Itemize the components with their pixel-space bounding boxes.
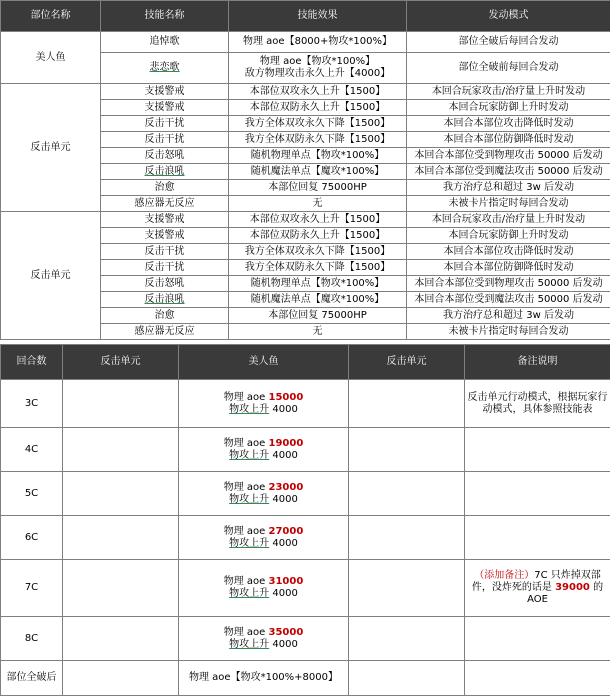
skill-effect: 随机物理单点【物攻*100%】 — [229, 276, 407, 292]
skill-trigger: 本回合玩家攻击/治疗量上升时发动 — [407, 212, 610, 228]
note-cell — [465, 661, 610, 696]
skill-trigger: 本回合本部位受到物理攻击 50000 后发动 — [407, 276, 610, 292]
aoe-line — [181, 438, 346, 450]
mermaid-cell — [179, 617, 349, 661]
skill-name-text: 支援警戒 — [145, 230, 185, 241]
skill-effect: 我方全体双防永久下降【1500】 — [229, 260, 407, 276]
round-cell: 7C — [1, 560, 63, 617]
counter-left-cell — [63, 661, 179, 696]
counter-left-cell — [63, 560, 179, 617]
note-cell — [465, 617, 610, 661]
buff-value: 4000 — [269, 404, 298, 415]
aoe-value: 27000 — [268, 526, 303, 537]
counter-right-cell — [349, 516, 465, 560]
skill-trigger: 本回合本部位防御降低时发动 — [407, 260, 610, 276]
note-cell — [465, 472, 610, 516]
skill-name — [101, 132, 229, 148]
skill-name — [101, 276, 229, 292]
counter-right-cell — [349, 472, 465, 516]
mermaid-cell: 物理 aoe【物攻*100%+8000】 — [179, 661, 349, 696]
table-row — [1, 84, 610, 100]
skill-effect: 无 — [229, 324, 407, 340]
buff-value: 4000 — [269, 588, 298, 599]
skill-effect: 本部位回复 75000HP — [229, 180, 407, 196]
skill-name-text: 反击干扰 — [145, 246, 185, 257]
buff-line — [181, 538, 346, 550]
skill-name-text: 支援警戒 — [145, 214, 185, 225]
skill-effect: 无 — [229, 196, 407, 212]
round-cell: 4C — [1, 428, 63, 472]
counter-left-cell — [63, 516, 179, 560]
table-row — [1, 617, 610, 661]
buff-value: 4000 — [269, 494, 298, 505]
aoe-value: 19000 — [268, 438, 303, 449]
note-cell — [465, 516, 610, 560]
skill-effect: 随机物理单点【物攻*100%】 — [229, 148, 407, 164]
skill-name — [101, 164, 229, 180]
skill-trigger: 本回合本部位受到魔法攻击 50000 后发动 — [407, 292, 610, 308]
header-round: 回合数 — [1, 345, 63, 380]
skill-effect: 我方全体双防永久下降【1500】 — [229, 132, 407, 148]
skill-trigger: 部位全破后每回合发动 — [407, 32, 610, 53]
aoe-line — [181, 482, 346, 494]
table-row — [1, 32, 610, 53]
skill-name — [101, 53, 229, 84]
counter-right-cell — [349, 560, 465, 617]
skill-effect: 本部位双防永久上升【1500】 — [229, 228, 407, 244]
skill-name — [101, 180, 229, 196]
header-skill-name: 技能名称 — [101, 1, 229, 32]
note-cell — [465, 380, 610, 428]
skill-name — [101, 308, 229, 324]
skill-name — [101, 228, 229, 244]
buff-value: 4000 — [269, 538, 298, 549]
table-row — [1, 212, 610, 228]
skill-name-text: 反击怒吼 — [145, 278, 185, 289]
counter-left-cell — [63, 617, 179, 661]
skill-effect: 本部位双攻永久上升【1500】 — [229, 84, 407, 100]
aoe-prefix: 物理 aoe — [224, 526, 269, 537]
skill-name — [101, 116, 229, 132]
buff-line — [181, 639, 346, 651]
mermaid-cell — [179, 516, 349, 560]
skill-name-text: 支援警戒 — [145, 102, 185, 113]
skill-name-text: 反击怒吼 — [145, 150, 185, 161]
skill-effect: 随机魔法单点【魔攻*100%】 — [229, 292, 407, 308]
skill-effect: 我方全体双攻永久下降【1500】 — [229, 116, 407, 132]
skill-trigger: 本回合本部位攻击降低时发动 — [407, 244, 610, 260]
buff-line — [181, 588, 346, 600]
buff-line — [181, 450, 346, 462]
skill-trigger: 本回合本部位受到物理攻击 50000 后发动 — [407, 148, 610, 164]
skill-table — [0, 0, 610, 340]
note-value: 39000 — [555, 582, 590, 593]
aoe-line — [181, 526, 346, 538]
round-cell: 3C — [1, 380, 63, 428]
skill-table-header — [1, 1, 610, 32]
round-cell: 5C — [1, 472, 63, 516]
skill-name-text: 治愈 — [155, 310, 175, 321]
mermaid-cell — [179, 380, 349, 428]
aoe-value: 23000 — [268, 482, 303, 493]
mermaid-cell — [179, 428, 349, 472]
skill-trigger: 本回合本部位防御降低时发动 — [407, 132, 610, 148]
header-counter-right: 反击单元 — [349, 345, 465, 380]
note-text: 反击单元行动模式，根据玩家行动模式，具体参照技能表 — [468, 392, 608, 415]
skill-trigger: 我方治疗总和超过 3w 后发动 — [407, 308, 610, 324]
skill-trigger: 本回合玩家防御上升时发动 — [407, 228, 610, 244]
round-cell: 8C — [1, 617, 63, 661]
mermaid-cell — [179, 560, 349, 617]
skill-effect: 本部位回复 75000HP — [229, 308, 407, 324]
header-notes: 备注说明 — [465, 345, 610, 380]
header-counter-left: 反击单元 — [63, 345, 179, 380]
header-mermaid: 美人鱼 — [179, 345, 349, 380]
counter-right-cell — [349, 380, 465, 428]
counter-left-cell — [63, 428, 179, 472]
buff-label: 物攻上升 — [229, 639, 269, 650]
part-name-counter-unit: 反击单元 — [1, 84, 101, 212]
aoe-prefix: 物理 aoe — [224, 627, 269, 638]
buff-value: 4000 — [269, 639, 298, 650]
skill-name — [101, 84, 229, 100]
buff-line — [181, 404, 346, 416]
aoe-line — [181, 576, 346, 588]
skill-name — [101, 324, 229, 340]
note-added-label: （添加备注） — [474, 570, 534, 581]
skill-trigger: 部位全破前每回合发动 — [407, 53, 610, 84]
header-part-name: 部位名称 — [1, 1, 101, 32]
skill-effect: 本部位双攻永久上升【1500】 — [229, 212, 407, 228]
skill-effect-line: 物理 aoe【物攻*100%】 — [231, 56, 404, 68]
skill-name-text: 反击干扰 — [145, 134, 185, 145]
aoe-prefix: 物理 aoe — [224, 576, 269, 587]
skill-effect: 本部位双防永久上升【1500】 — [229, 100, 407, 116]
buff-label: 物攻上升 — [229, 588, 269, 599]
skill-name-text: 感应器无反应 — [135, 198, 195, 209]
aoe-prefix: 物理 aoe — [224, 438, 269, 449]
skill-name-text: 反击干扰 — [145, 262, 185, 273]
skill-effect: 随机魔法单点【魔攻*100%】 — [229, 164, 407, 180]
skill-name-text: 反击干扰 — [145, 118, 185, 129]
note-text: 7C 只炸掉双部件，没炸死的话是 — [472, 570, 601, 593]
skill-name-text: 感应器无反应 — [135, 326, 195, 337]
header-skill-effect: 技能效果 — [229, 1, 407, 32]
aoe-prefix: 物理 aoe — [224, 482, 269, 493]
skill-name-text: 治愈 — [155, 182, 175, 193]
part-name-counter-unit: 反击单元 — [1, 212, 101, 340]
skill-trigger: 我方治疗总和超过 3w 后发动 — [407, 180, 610, 196]
table-row — [1, 428, 610, 472]
skill-name — [101, 292, 229, 308]
skill-name — [101, 212, 229, 228]
table-row — [1, 380, 610, 428]
skill-name-text: 反击浪吼 — [145, 166, 185, 177]
skill-name: 追悼歌 — [101, 32, 229, 53]
skill-trigger: 本回合本部位受到魔法攻击 50000 后发动 — [407, 164, 610, 180]
skill-name — [101, 244, 229, 260]
mermaid-cell — [179, 472, 349, 516]
table-row — [1, 661, 610, 696]
aoe-line — [181, 392, 346, 404]
buff-label: 物攻上升 — [229, 404, 269, 415]
table-row — [1, 560, 610, 617]
skill-name — [101, 100, 229, 116]
buff-line — [181, 494, 346, 506]
round-table-body — [1, 380, 610, 696]
table-row — [1, 516, 610, 560]
aoe-value: 31000 — [268, 576, 303, 587]
skill-effect-line: 敌方物理攻击永久上升【4000】 — [231, 68, 404, 80]
round-cell: 部位全破后 — [1, 661, 63, 696]
skill-effect: 我方全体双攻永久下降【1500】 — [229, 244, 407, 260]
header-trigger-mode: 发动模式 — [407, 1, 610, 32]
round-cell: 6C — [1, 516, 63, 560]
counter-right-cell — [349, 661, 465, 696]
skill-trigger: 未被卡片指定时每回合发动 — [407, 324, 610, 340]
buff-label: 物攻上升 — [229, 538, 269, 549]
buff-label: 物攻上升 — [229, 450, 269, 461]
buff-label: 物攻上升 — [229, 494, 269, 505]
skill-trigger: 本回合本部位攻击降低时发动 — [407, 116, 610, 132]
counter-right-cell — [349, 617, 465, 661]
skill-name-text: 支援警戒 — [145, 86, 185, 97]
skill-name — [101, 148, 229, 164]
skill-name-text: 反击浪吼 — [145, 294, 185, 305]
skill-name — [101, 260, 229, 276]
note-cell — [465, 428, 610, 472]
skill-trigger: 本回合玩家攻击/治疗量上升时发动 — [407, 84, 610, 100]
aoe-value: 15000 — [268, 392, 303, 403]
aoe-prefix: 物理 aoe — [224, 392, 269, 403]
table-row — [1, 472, 610, 516]
skill-table-body — [1, 32, 610, 340]
round-table-header — [1, 345, 610, 380]
aoe-line — [181, 627, 346, 639]
skill-name — [101, 196, 229, 212]
skill-trigger: 本回合玩家防御上升时发动 — [407, 100, 610, 116]
note-text: 的 AOE — [527, 582, 603, 605]
counter-left-cell — [63, 472, 179, 516]
aoe-value: 35000 — [268, 627, 303, 638]
counter-left-cell — [63, 380, 179, 428]
counter-right-cell — [349, 428, 465, 472]
round-table — [0, 344, 610, 696]
part-name-mermaid: 美人鱼 — [1, 32, 101, 84]
skill-name-text: 悲恋歌 — [150, 62, 180, 73]
skill-effect: 物理 aoe【8000+物攻*100%】 — [229, 32, 407, 53]
skill-effect — [229, 53, 407, 84]
skill-trigger: 未被卡片指定时每回合发动 — [407, 196, 610, 212]
buff-value: 4000 — [269, 450, 298, 461]
note-cell — [465, 560, 610, 617]
